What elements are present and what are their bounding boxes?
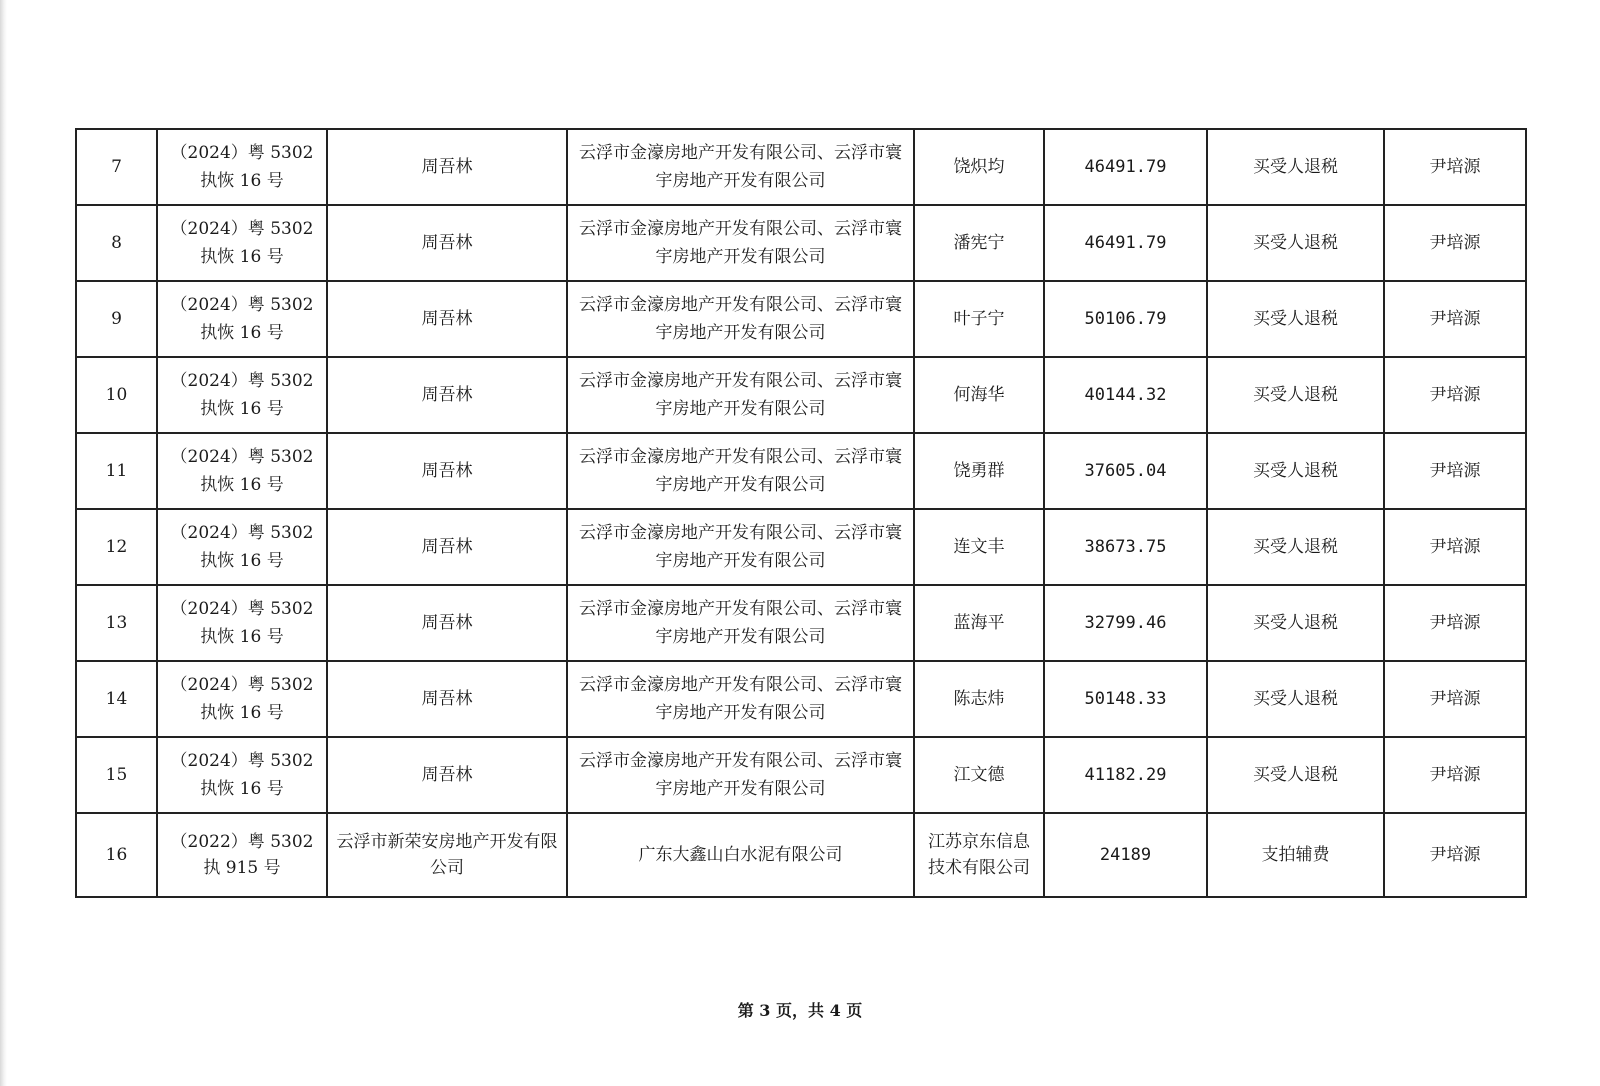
table-row [76, 281, 1526, 357]
applicant-name: 周吾林 [327, 509, 567, 585]
payment-reason: 买受人退税 [1207, 205, 1384, 281]
applicant-name: 周吾林 [327, 281, 567, 357]
respondent-name: 云浮市金濠房地产开发有限公司、云浮市寰宇房地产开发有限公司 [567, 737, 914, 813]
payment-reason: 买受人退税 [1207, 737, 1384, 813]
row-number: 10 [76, 357, 157, 433]
respondent-name: 云浮市金濠房地产开发有限公司、云浮市寰宇房地产开发有限公司 [567, 509, 914, 585]
payee-name: 连文丰 [914, 509, 1044, 585]
handler-name: 尹培源 [1384, 737, 1526, 813]
payment-reason: 买受人退税 [1207, 585, 1384, 661]
payee-name: 饶炽均 [914, 129, 1044, 205]
handler-name: 尹培源 [1384, 357, 1526, 433]
row-number: 7 [76, 129, 157, 205]
table-row [76, 585, 1526, 661]
respondent-name: 云浮市金濠房地产开发有限公司、云浮市寰宇房地产开发有限公司 [567, 281, 914, 357]
applicant-name: 周吾林 [327, 737, 567, 813]
payee-name: 叶子宁 [914, 281, 1044, 357]
row-number: 11 [76, 433, 157, 509]
table-row [76, 661, 1526, 737]
case-number: （2024）粤 5302 执恢 16 号 [157, 129, 327, 205]
handler-name: 尹培源 [1384, 585, 1526, 661]
table-row [76, 737, 1526, 813]
table-row [76, 813, 1526, 897]
respondent-name: 云浮市金濠房地产开发有限公司、云浮市寰宇房地产开发有限公司 [567, 205, 914, 281]
respondent-name: 广东大鑫山白水泥有限公司 [567, 813, 914, 897]
case-number: （2024）粤 5302 执恢 16 号 [157, 661, 327, 737]
payee-name: 蓝海平 [914, 585, 1044, 661]
refund-amount: 32799.46 [1044, 585, 1207, 661]
payee-name: 江文德 [914, 737, 1044, 813]
payee-name: 潘宪宁 [914, 205, 1044, 281]
applicant-name: 周吾林 [327, 433, 567, 509]
case-number: （2022）粤 5302 执 915 号 [157, 813, 327, 897]
payee-name: 江苏京东信息技术有限公司 [914, 813, 1044, 897]
row-number: 12 [76, 509, 157, 585]
handler-name: 尹培源 [1384, 813, 1526, 897]
refund-register-sheet [75, 128, 1525, 898]
handler-name: 尹培源 [1384, 661, 1526, 737]
refund-amount: 50106.79 [1044, 281, 1207, 357]
payee-name: 饶勇群 [914, 433, 1044, 509]
table-row [76, 129, 1526, 205]
applicant-name: 云浮市新荣安房地产开发有限公司 [327, 813, 567, 897]
table-row [76, 357, 1526, 433]
refund-amount: 40144.32 [1044, 357, 1207, 433]
applicant-name: 周吾林 [327, 357, 567, 433]
row-number: 16 [76, 813, 157, 897]
refund-amount: 46491.79 [1044, 129, 1207, 205]
row-number: 15 [76, 737, 157, 813]
handler-name: 尹培源 [1384, 281, 1526, 357]
payment-reason: 买受人退税 [1207, 281, 1384, 357]
refund-amount: 37605.04 [1044, 433, 1207, 509]
refund-amount: 41182.29 [1044, 737, 1207, 813]
row-number: 14 [76, 661, 157, 737]
respondent-name: 云浮市金濠房地产开发有限公司、云浮市寰宇房地产开发有限公司 [567, 661, 914, 737]
refund-amount: 24189 [1044, 813, 1207, 897]
payment-reason: 支拍辅费 [1207, 813, 1384, 897]
case-number: （2024）粤 5302 执恢 16 号 [157, 737, 327, 813]
payment-reason: 买受人退税 [1207, 129, 1384, 205]
respondent-name: 云浮市金濠房地产开发有限公司、云浮市寰宇房地产开发有限公司 [567, 585, 914, 661]
refund-amount: 50148.33 [1044, 661, 1207, 737]
table-row [76, 433, 1526, 509]
table-row [76, 509, 1526, 585]
refund-amount: 46491.79 [1044, 205, 1207, 281]
handler-name: 尹培源 [1384, 205, 1526, 281]
row-number: 8 [76, 205, 157, 281]
handler-name: 尹培源 [1384, 129, 1526, 205]
payment-reason: 买受人退税 [1207, 433, 1384, 509]
applicant-name: 周吾林 [327, 661, 567, 737]
case-number: （2024）粤 5302 执恢 16 号 [157, 509, 327, 585]
payee-name: 陈志炜 [914, 661, 1044, 737]
payment-reason: 买受人退税 [1207, 357, 1384, 433]
handler-name: 尹培源 [1384, 433, 1526, 509]
case-number: （2024）粤 5302 执恢 16 号 [157, 357, 327, 433]
refund-register-table [75, 128, 1527, 898]
respondent-name: 云浮市金濠房地产开发有限公司、云浮市寰宇房地产开发有限公司 [567, 129, 914, 205]
payee-name: 何海华 [914, 357, 1044, 433]
page-indicator: 第 3 页，共 4 页 [737, 1001, 863, 1020]
scan-edge-shadow [0, 0, 7, 1086]
case-number: （2024）粤 5302 执恢 16 号 [157, 585, 327, 661]
refund-amount: 38673.75 [1044, 509, 1207, 585]
case-number: （2024）粤 5302 执恢 16 号 [157, 281, 327, 357]
applicant-name: 周吾林 [327, 129, 567, 205]
applicant-name: 周吾林 [327, 205, 567, 281]
case-number: （2024）粤 5302 执恢 16 号 [157, 205, 327, 281]
row-number: 9 [76, 281, 157, 357]
payment-reason: 买受人退税 [1207, 509, 1384, 585]
table-row [76, 205, 1526, 281]
payment-reason: 买受人退税 [1207, 661, 1384, 737]
respondent-name: 云浮市金濠房地产开发有限公司、云浮市寰宇房地产开发有限公司 [567, 433, 914, 509]
row-number: 13 [76, 585, 157, 661]
handler-name: 尹培源 [1384, 509, 1526, 585]
applicant-name: 周吾林 [327, 585, 567, 661]
case-number: （2024）粤 5302 执恢 16 号 [157, 433, 327, 509]
respondent-name: 云浮市金濠房地产开发有限公司、云浮市寰宇房地产开发有限公司 [567, 357, 914, 433]
